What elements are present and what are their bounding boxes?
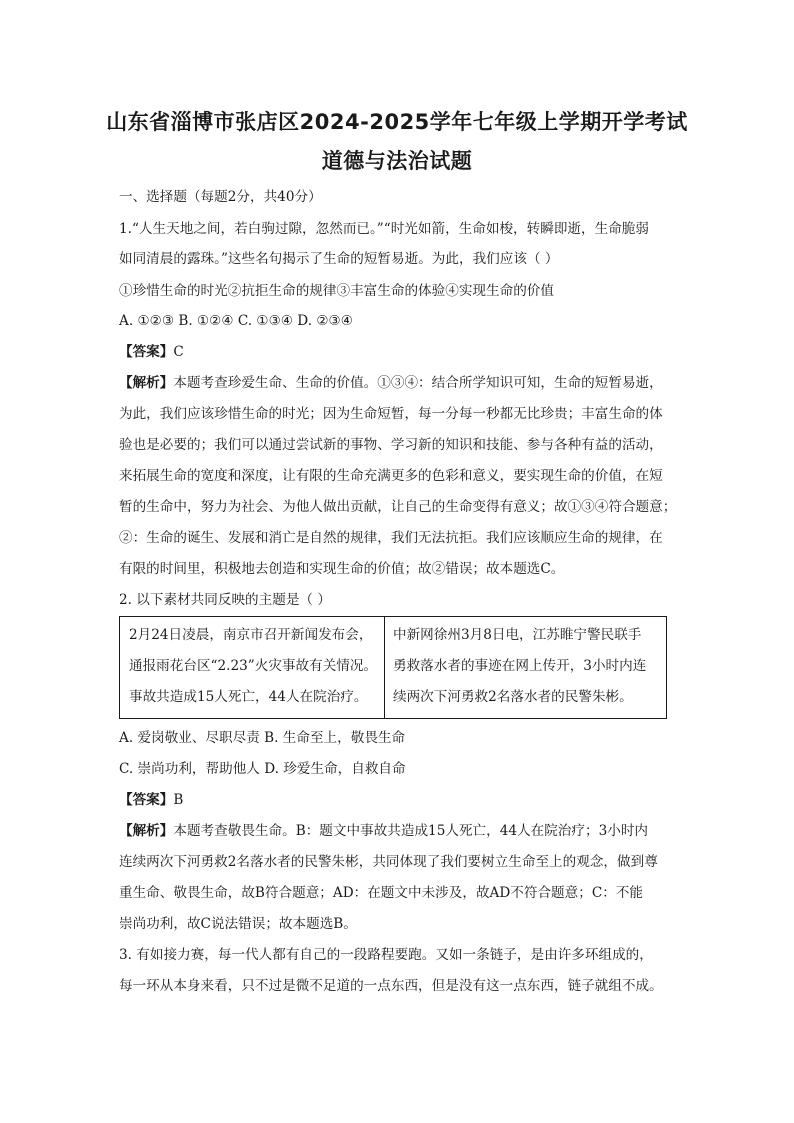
q1-analysis-line: 为此，我们应该珍惜生命的时光；因为生命短暂，每一分每一秒都无比珍贵；丰富生命的体: [119, 406, 663, 422]
page-title: 山东省淄博市张店区2024-2025学年七年级上学期开学考试: [106, 110, 688, 134]
table-divider: [384, 617, 385, 718]
answer-value: C: [173, 344, 184, 360]
material-left-line: 事故共造成15人死亡，44人在院治疗。: [129, 689, 368, 705]
material-right-line: 勇救落水者的事迹在网上传开，3小时内连: [393, 658, 647, 674]
q1-answer: [119, 343, 679, 361]
q2-answer: [119, 791, 679, 809]
analysis-label: 【解析】: [119, 823, 174, 839]
section-heading: 一、选择题（每题2分，共40分）: [119, 189, 322, 205]
q1-analysis-line: 验也是必要的；我们可以通过尝试新的事物、学习新的知识和技能、参与各种有益的活动，: [119, 437, 663, 453]
analysis-text: 本题考查敬畏生命。B：题文中事故共造成15人死亡，44人在院治疗；3小时内: [173, 823, 649, 839]
q3-stem-line: 每一环从本身来看，只不过是微不足道的一点东西，但是没有这一点东西，链子就组不成。: [119, 978, 663, 994]
q2-analysis-line: 连续两次下河勇救2名落水者的民警朱彬，共同体现了我们要树立生命至上的观念，做到尊: [119, 854, 658, 870]
q1-analysis-line: 暂的生命中，努力为社会、为他人做出贡献，让自己的生命变得有意义；故①③④符合题意；: [119, 499, 677, 515]
page-subtitle: 道德与法治试题: [321, 149, 473, 173]
material-left-line: 通报雨花台区“2.23”火灾事故有关情况。: [129, 658, 378, 674]
q2-analysis-line: 重生命、敬畏生命，故B符合题意；AD：在题文中未涉及，故AD不符合题意；C：不能: [119, 885, 644, 901]
material-right-line: 中新网徐州3月8日电，江苏睢宁警民联手: [393, 627, 642, 643]
analysis-label: 【解析】: [119, 375, 174, 391]
q1-analysis-line: ②：生命的诞生、发展和消亡是自然的规律，我们无法抗拒。我们应该顺应生命的规律，在: [119, 530, 663, 546]
q2-material-table: [119, 616, 667, 719]
q1-analysis-line: 来拓展生命的宽度和深度，让有限的生命充满更多的色彩和意义，要实现生命的价值，在短: [119, 468, 663, 484]
answer-label: 【答案】: [119, 792, 174, 808]
q1-stem-line: 如同清晨的露珠。”这些名句揭示了生命的短暂易逝。为此，我们应该（ ）: [119, 251, 559, 267]
q2-stem: 2. 以下素材共同反映的主题是（ ）: [119, 592, 331, 608]
q2-analysis-line: 崇尚功利，故C说法错误；故本题选B。: [119, 916, 357, 932]
q1-options: A. ①②③ B. ①②④ C. ①③④ D. ②③④: [119, 313, 353, 329]
q2-analysis-line: [119, 822, 679, 840]
answer-value: B: [173, 792, 184, 808]
answer-label: 【答案】: [119, 344, 174, 360]
material-left-line: 2月24日凌晨，南京市召开新闻发布会，: [129, 627, 373, 643]
q2-options: A. 爱岗敬业、尽职尽责 B. 生命至上，敬畏生命: [119, 730, 406, 746]
analysis-text: 本题考查珍爱生命、生命的价值。①③④：结合所学知识可知，生命的短暂易逝，: [173, 375, 663, 391]
q2-options: C. 崇尚功利，帮助他人 D. 珍爱生命，自救自命: [119, 761, 406, 777]
material-right-line: 续两次下河勇救2名落水者的民警朱彬。: [393, 689, 633, 705]
q1-stem-line: 1.“人生天地之间，若白驹过隙，忽然而已。”“时光如箭，生命如梭，转瞬即逝，生命脆弱: [119, 221, 649, 237]
q1-analysis-line: 有限的时间里，积极地去创造和实现生命的价值；故②错误；故本题选C。: [119, 561, 565, 577]
q3-stem-line: 3. 有如接力赛，每一代人都有自己的一段路程要跑。又如一条链子，是由许多环组成的，: [119, 947, 653, 963]
q1-analysis-line: [119, 374, 679, 392]
q1-items: ①珍惜生命的时光②抗拒生命的规律③丰富生命的体验④实现生命的价值: [119, 283, 554, 299]
